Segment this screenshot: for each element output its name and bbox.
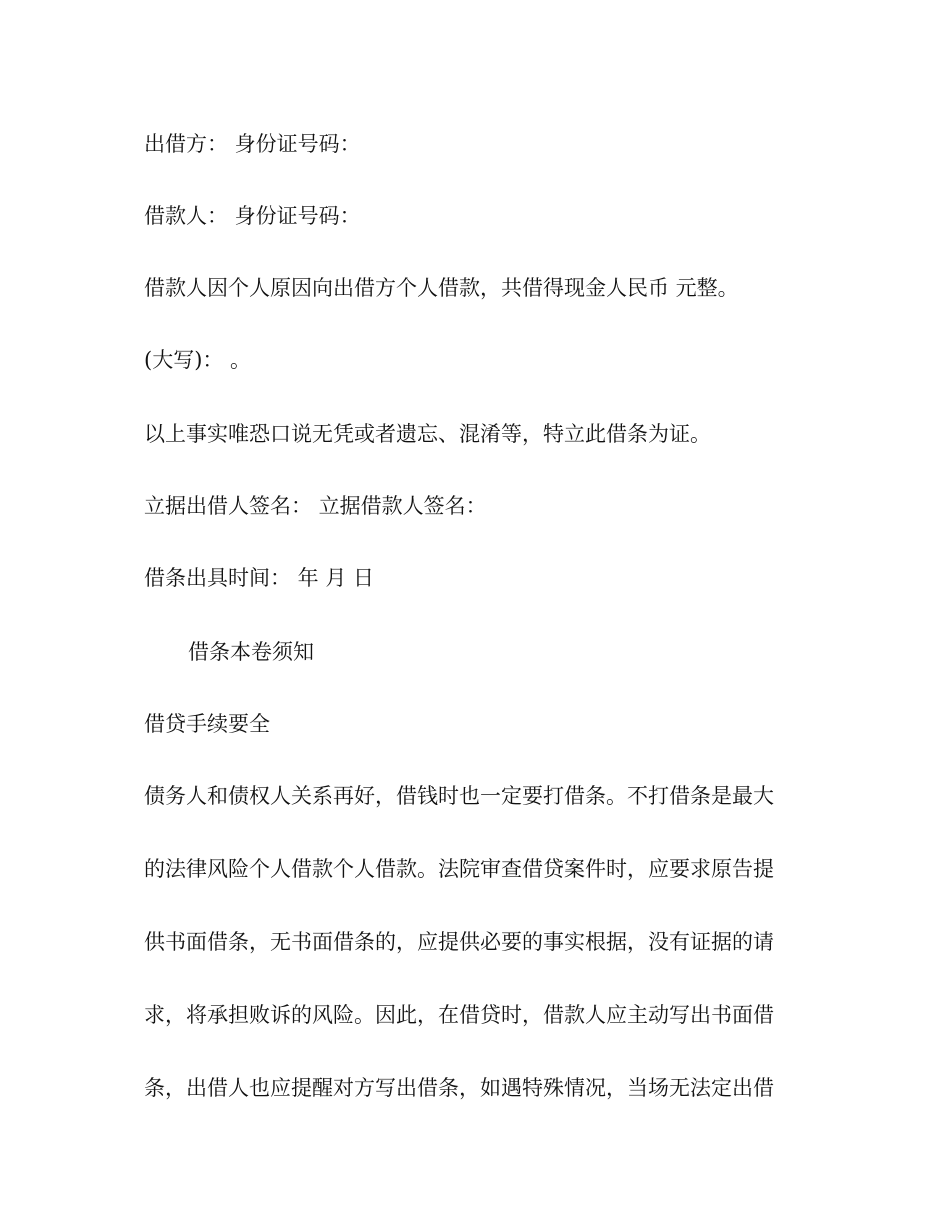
borrower-id-line: 借款人： 身份证号码：: [144, 204, 361, 228]
amount-uppercase-line: (大写)： 。: [144, 348, 252, 372]
section-title: 借条本卷须知: [188, 640, 314, 664]
issue-date-line: 借条出具时间： 年 月 日: [144, 566, 375, 590]
subheading: 借贷手续要全: [144, 712, 270, 736]
loan-amount-line: 借款人因个人原因向出借方个人借款，共借得现金人民币 元整。: [144, 276, 739, 300]
paragraph-line: 债务人和债权人关系再好，借钱时也一定要打借条。不打借条是最大: [144, 784, 774, 808]
paragraph-line: 求，将承担败诉的风险。因此，在借贷时，借款人应主动写出书面借: [144, 1003, 774, 1027]
paragraph-line: 供书面借条，无书面借条的，应提供必要的事实根据，没有证据的请: [144, 930, 774, 954]
paragraph-line: 条，出借人也应提醒对方写出借条，如遇特殊情况，当场无法定出借: [144, 1076, 774, 1100]
evidence-statement-line: 以上事实唯恐口说无凭或者遗忘、混淆等，特立此借条为证。: [144, 422, 711, 446]
paragraph-line: 的法律风险个人借款个人借款。法院审查借贷案件时，应要求原告提: [144, 857, 774, 881]
signature-line: 立据出借人签名： 立据借款人签名：: [144, 494, 487, 518]
lender-id-line: 出借方： 身份证号码：: [144, 132, 361, 156]
